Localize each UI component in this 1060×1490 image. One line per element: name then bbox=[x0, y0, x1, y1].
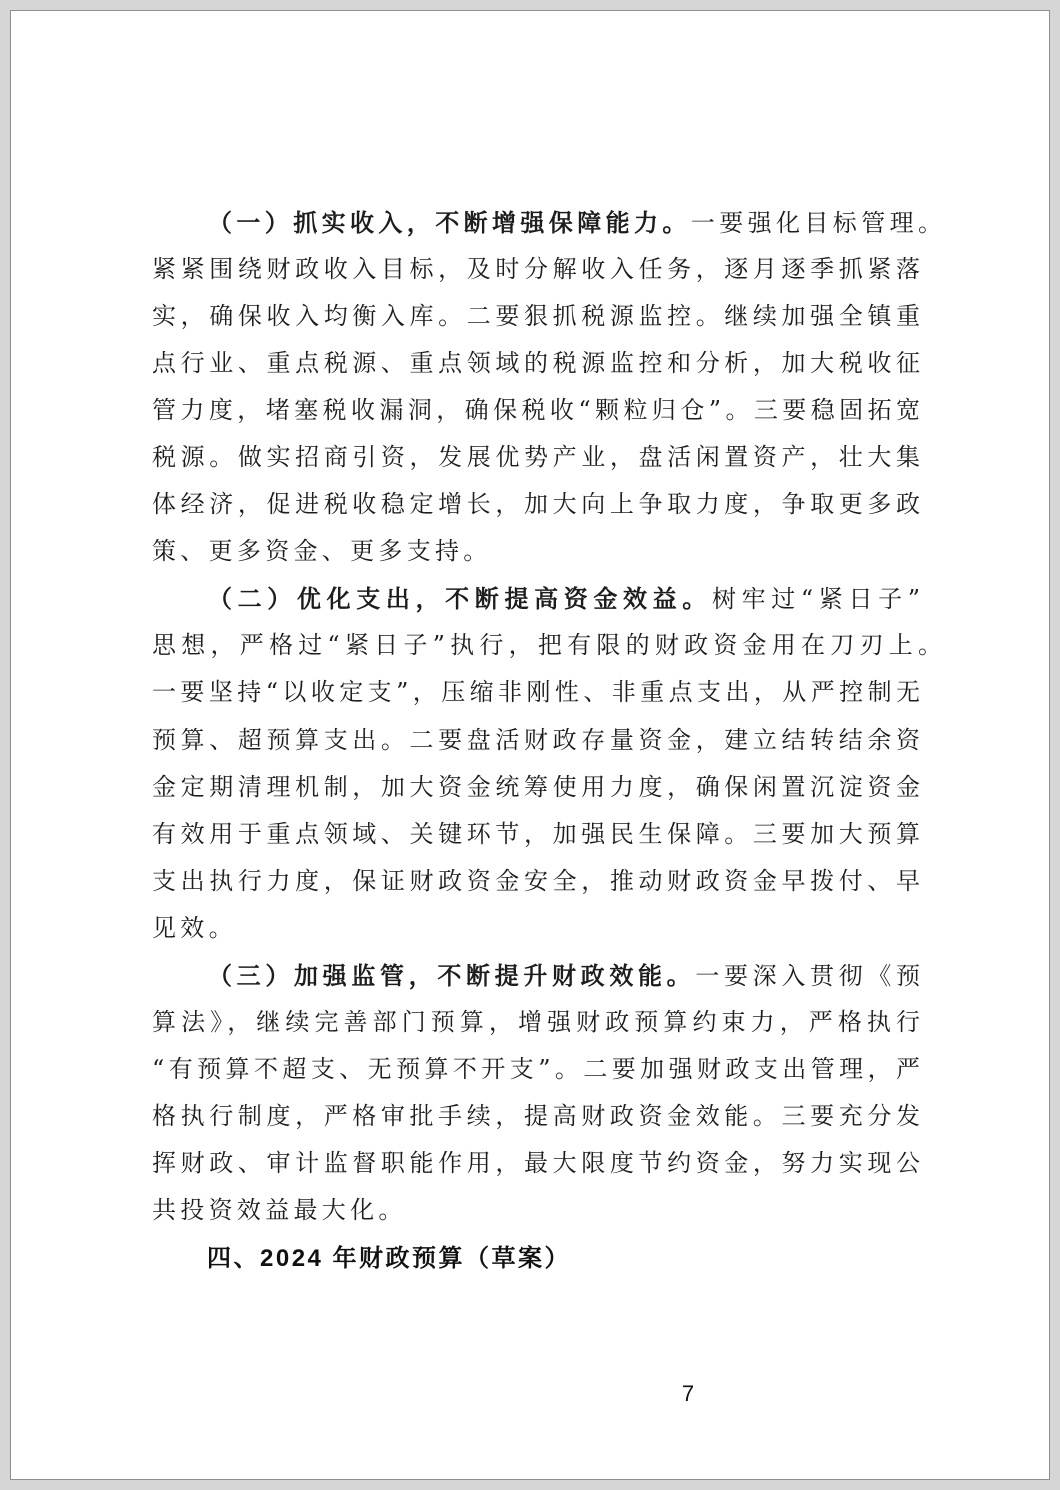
paragraph-line: 共投资效益最大化。 bbox=[152, 1196, 407, 1225]
section-lead-heading: （一）抓实收入，不断增强保障能力。 bbox=[208, 207, 691, 237]
paragraph-line: 金定期清理机制，加大资金统筹使用力度，确保闲置沉淀资金 bbox=[152, 772, 920, 801]
paragraph-line: 实，确保收入均衡入库。二要狠抓税源监控。继续加强全镇重 bbox=[152, 301, 920, 330]
line-text: 树牢过“紧日子” bbox=[711, 585, 920, 614]
paragraph-line: 管力度，堵塞税收漏洞，确保税收“颗粒归仓”。三要稳固拓宽 bbox=[152, 395, 920, 424]
section-lead-heading: （三）加强监管，不断提升财政效能。 bbox=[208, 961, 696, 990]
paragraph-line: 见效。 bbox=[152, 913, 237, 942]
section-paragraph-2 bbox=[152, 575, 952, 952]
paragraph-line bbox=[152, 199, 942, 246]
line-text: 一要强化目标管理。 bbox=[690, 208, 943, 237]
section-paragraph-3 bbox=[152, 952, 952, 1235]
paragraph-line: 预算、超预算支出。二要盘活财政存量资金，建立结转结余资 bbox=[152, 725, 920, 754]
paragraph-line: 思想，严格过“紧日子”执行，把有限的财政资金用在刀刃上。 bbox=[152, 631, 942, 660]
paragraph-line: 有效用于重点领域、关键环节，加强民生保障。三要加大预算 bbox=[152, 819, 920, 848]
page-number: 7 bbox=[681, 1381, 695, 1406]
paragraph-line: 紧紧围绕财政收入目标，及时分解收入任务，逐月逐季抓紧落 bbox=[152, 254, 920, 283]
paragraph-line: 策、更多资金、更多支持。 bbox=[152, 537, 492, 566]
paragraph-line: “有预算不超支、无预算不开支”。二要加强财政支出管理，严 bbox=[152, 1055, 920, 1084]
section-heading-budget-2024: 四、2024 年财政预算（草案） bbox=[207, 1244, 572, 1272]
paragraph-line: 一要坚持“以收定支”，压缩非刚性、非重点支出，从严控制无 bbox=[152, 678, 920, 707]
paragraph-line: 点行业、重点税源、重点领域的税源监控和分析，加大税收征 bbox=[152, 348, 920, 377]
paragraph-line bbox=[152, 575, 920, 622]
paragraph-line bbox=[152, 952, 920, 999]
paragraph-line: 算法》，继续完善部门预算，增强财政预算约束力，严格执行 bbox=[152, 1008, 920, 1037]
paragraph-line: 支出执行力度，保证财政资金安全，推动财政资金早拨付、早 bbox=[152, 866, 920, 895]
paragraph-line: 税源。做实招商引资，发展优势产业，盘活闲置资产，壮大集 bbox=[152, 442, 920, 471]
paragraph-line: 体经济，促进税收稳定增长，加大向上争取力度，争取更多政 bbox=[152, 490, 920, 519]
document-page bbox=[10, 10, 1050, 1480]
section-paragraph-1 bbox=[152, 199, 952, 576]
paragraph-line: 格执行制度，严格审批手续，提高财政资金效能。三要充分发 bbox=[152, 1102, 920, 1131]
section-lead-heading: （二）优化支出，不断提高资金效益。 bbox=[208, 584, 712, 614]
body-text bbox=[152, 199, 952, 1282]
paragraph-line: 挥财政、审计监督职能作用，最大限度节约资金，努力实现公 bbox=[152, 1149, 920, 1178]
line-text: 一要深入贯彻《预 bbox=[695, 962, 921, 990]
